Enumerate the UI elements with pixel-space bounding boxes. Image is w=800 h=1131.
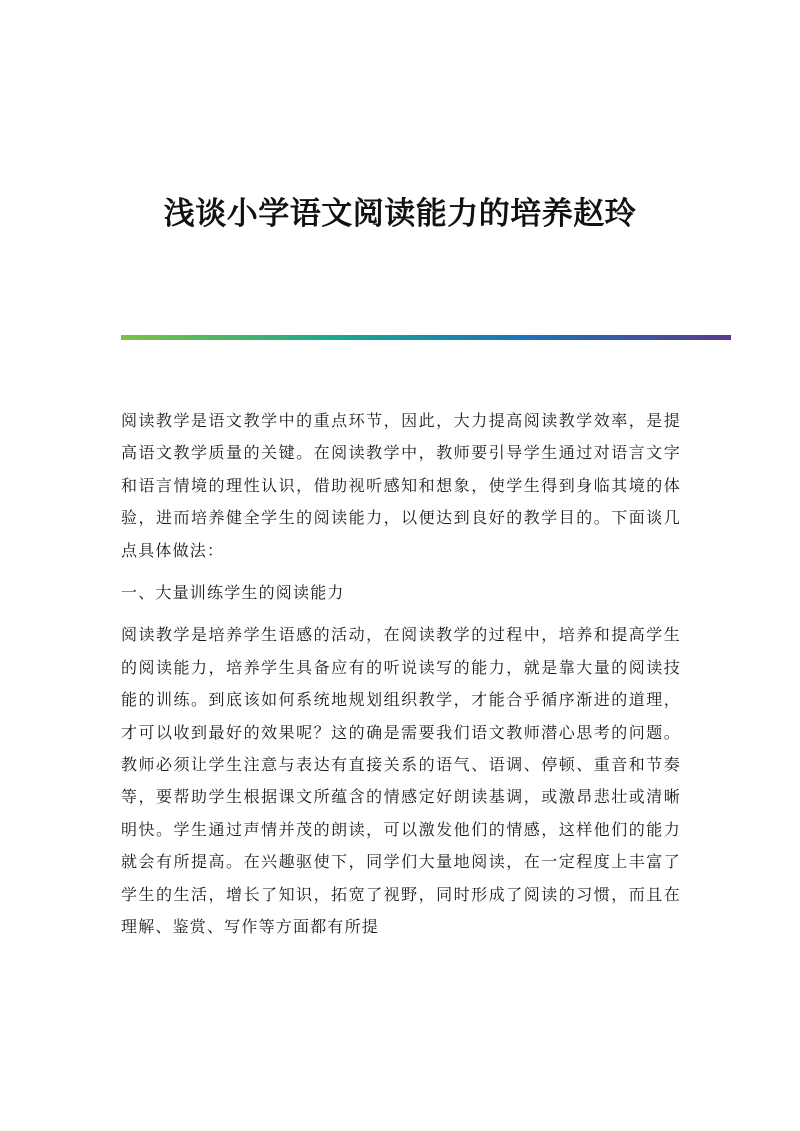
document-title: 浅谈小学语文阅读能力的培养赵玲 [163, 196, 637, 232]
intro-paragraph: 阅读教学是语文教学中的重点环节，因此，大力提高阅读教学效率，是提高语文教学质量的关键。在阅读教学中，教师要引导学生通过对语言文字和语言情境的理性认识，借助视听感知和想象，使学生得到身临其境的体验，进而培养健全学生的阅读能力，以便达到良好的教学目的。下面谈几点具体做法： [121, 411, 681, 560]
section-heading: 一、大量训练学生的阅读能力 [121, 583, 345, 603]
section-paragraph: 阅读教学是培养学生语感的活动，在阅读教学的过程中，培养和提高学生的阅读能力，培养学生具备应有的听说读写的能力，就是靠大量的阅读技能的训练。到底该如何系统地规划组织教学，才能合乎循序渐进的道理，才可以收到最好的效果呢？这的确是需要我们语文教师潜心思考的问题。教师必须让学生注意与表达有直接关系的语气、语调、停顿、重音和节奏等，要帮助学生根据课文所蕴含的情感定好朗读基调，或激昂悲壮或清晰明快。学生通过声情并茂的朗读，可以激发他们的情感，这样他们的能力就会有所提高。在兴趣驱使下，同学们大量地阅读，在一定程度上丰富了学生的生活，增长了知识，拓宽了视野，同时形成了阅读的习惯，而且在理解、鉴赏、写作等方面都有所提 [121, 625, 681, 937]
title-divider [121, 335, 731, 340]
document-body [121, 405, 681, 954]
